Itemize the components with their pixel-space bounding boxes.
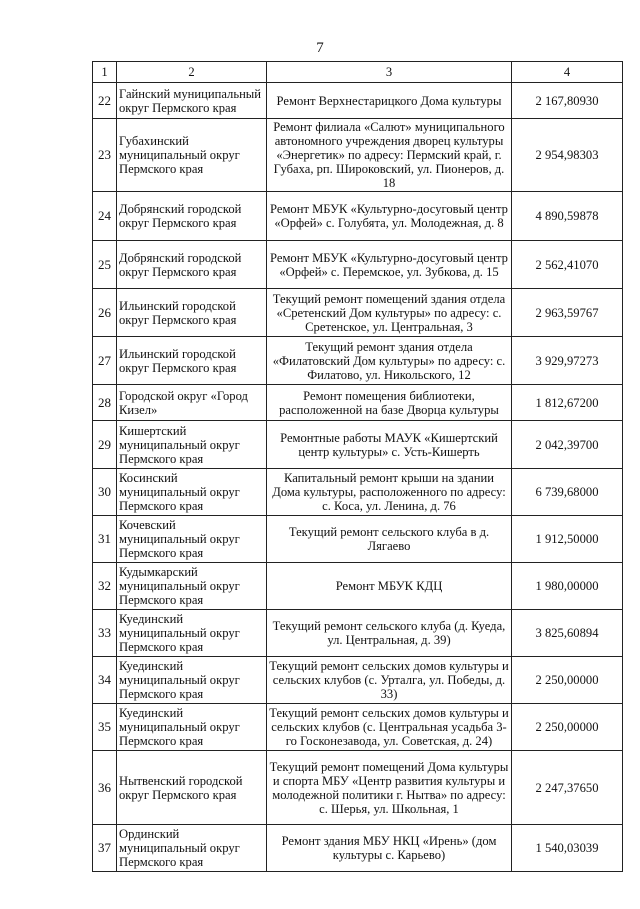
row-number: 31 xyxy=(93,516,117,563)
row-number: 23 xyxy=(93,119,117,192)
municipality-name: Ильинский городской округ Пермского края xyxy=(117,289,267,337)
municipality-name: Кочевский муниципальный округ Пермского края xyxy=(117,516,267,563)
amount: 2 963,59767 xyxy=(512,289,623,337)
amount: 6 739,68000 xyxy=(512,469,623,516)
work-description: Текущий ремонт сельских домов культуры и сельских клубов (с. Урталга, ул. Победы, д. 33) xyxy=(267,657,512,704)
municipality-name: Косинский муниципальный округ Пермского края xyxy=(117,469,267,516)
amount: 2 247,37650 xyxy=(512,751,623,825)
municipality-name: Кудымкарский муниципальный округ Пермского края xyxy=(117,563,267,610)
row-number: 26 xyxy=(93,289,117,337)
work-description: Ремонт МБУК КДЦ xyxy=(267,563,512,610)
table-row xyxy=(93,657,623,704)
amount: 2 167,80930 xyxy=(512,83,623,119)
work-description: Текущий ремонт сельского клуба в д. Лягаево xyxy=(267,516,512,563)
table-row xyxy=(93,610,623,657)
row-number: 24 xyxy=(93,192,117,241)
work-description: Ремонт помещения библиотеки, расположенной на базе Дворца культуры xyxy=(267,385,512,421)
work-description: Ремонтные работы МАУК «Кишертский центр культуры» с. Усть-Кишерть xyxy=(267,421,512,469)
table-row xyxy=(93,421,623,469)
table-row xyxy=(93,83,623,119)
amount: 2 250,00000 xyxy=(512,704,623,751)
column-header: 4 xyxy=(512,62,623,83)
municipality-name: Нытвенский городской округ Пермского края xyxy=(117,751,267,825)
table-row xyxy=(93,337,623,385)
row-number: 32 xyxy=(93,563,117,610)
municipality-name: Куединский муниципальный округ Пермского края xyxy=(117,610,267,657)
municipality-name: Городской округ «Город Кизел» xyxy=(117,385,267,421)
row-number: 28 xyxy=(93,385,117,421)
amount: 3 929,97273 xyxy=(512,337,623,385)
work-description: Ремонт филиала «Салют» муниципального автономного учреждения дворец культуры «Энергетик» по адресу: Пермский край, г. Губаха, рп. Широковский, ул. Пионеров, д. 18 xyxy=(267,119,512,192)
municipality-name: Ильинский городской округ Пермского края xyxy=(117,337,267,385)
amount: 2 954,98303 xyxy=(512,119,623,192)
work-description: Текущий ремонт помещений Дома культуры и спорта МБУ «Центр развития культуры и молодежной политики г. Нытва» по адресу: с. Шерья, ул. Школьная, 1 xyxy=(267,751,512,825)
work-description: Ремонт МБУК «Культурно-досуговый центр «Орфей» с. Перемское, ул. Зубкова, д. 15 xyxy=(267,241,512,289)
municipality-name: Куединский муниципальный округ Пермского края xyxy=(117,704,267,751)
row-number: 30 xyxy=(93,469,117,516)
table-header-row xyxy=(93,62,623,83)
municipality-name: Добрянский городской округ Пермского края xyxy=(117,192,267,241)
page-number: 7 xyxy=(316,40,324,56)
amount: 1 912,50000 xyxy=(512,516,623,563)
table-row xyxy=(93,289,623,337)
row-number: 35 xyxy=(93,704,117,751)
row-number: 22 xyxy=(93,83,117,119)
row-number: 33 xyxy=(93,610,117,657)
column-header: 1 xyxy=(93,62,117,83)
municipality-name: Куединский муниципальный округ Пермского края xyxy=(117,657,267,704)
table-row xyxy=(93,385,623,421)
amount: 1 540,03039 xyxy=(512,825,623,872)
work-description: Текущий ремонт помещений здания отдела «Сретенский Дом культуры» по адресу: с. Сретенское, ул. Центральная, 3 xyxy=(267,289,512,337)
funding-table xyxy=(92,61,623,872)
table-row xyxy=(93,516,623,563)
work-description: Ремонт Верхнестарицкого Дома культуры xyxy=(267,83,512,119)
amount: 2 250,00000 xyxy=(512,657,623,704)
column-header: 2 xyxy=(117,62,267,83)
amount: 2 562,41070 xyxy=(512,241,623,289)
municipality-name: Губахинский муниципальный округ Пермского края xyxy=(117,119,267,192)
amount: 2 042,39700 xyxy=(512,421,623,469)
table-row xyxy=(93,704,623,751)
amount: 1 812,67200 xyxy=(512,385,623,421)
row-number: 25 xyxy=(93,241,117,289)
amount: 3 825,60894 xyxy=(512,610,623,657)
column-header: 3 xyxy=(267,62,512,83)
work-description: Ремонт здания МБУ НКЦ «Ирень» (дом культуры с. Карьево) xyxy=(267,825,512,872)
municipality-name: Ординский муниципальный округ Пермского края xyxy=(117,825,267,872)
municipality-name: Кишертский муниципальный округ Пермского края xyxy=(117,421,267,469)
table-row xyxy=(93,192,623,241)
work-description: Текущий ремонт здания отдела «Филатовский Дом культуры» по адресу: с. Филатово, ул. Никольского, 12 xyxy=(267,337,512,385)
table-row xyxy=(93,119,623,192)
row-number: 27 xyxy=(93,337,117,385)
municipality-name: Гайнский муниципальный округ Пермского края xyxy=(117,83,267,119)
amount: 4 890,59878 xyxy=(512,192,623,241)
work-description: Капитальный ремонт крыши на здании Дома культуры, расположенного по адресу: с. Коса, ул. Ленина, д. 76 xyxy=(267,469,512,516)
row-number: 36 xyxy=(93,751,117,825)
work-description: Текущий ремонт сельского клуба (д. Куеда, ул. Центральная, д. 39) xyxy=(267,610,512,657)
work-description: Текущий ремонт сельских домов культуры и сельских клубов (с. Центральная усадьба 3-го Госконезавода, ул. Советская, д. 24) xyxy=(267,704,512,751)
work-description: Ремонт МБУК «Культурно-досуговый центр «Орфей» с. Голубята, ул. Молодежная, д. 8 xyxy=(267,192,512,241)
table-row xyxy=(93,469,623,516)
table-row xyxy=(93,241,623,289)
municipality-name: Добрянский городской округ Пермского края xyxy=(117,241,267,289)
amount: 1 980,00000 xyxy=(512,563,623,610)
row-number: 34 xyxy=(93,657,117,704)
row-number: 37 xyxy=(93,825,117,872)
table-row xyxy=(93,825,623,872)
row-number: 29 xyxy=(93,421,117,469)
table-row xyxy=(93,563,623,610)
table-row xyxy=(93,751,623,825)
